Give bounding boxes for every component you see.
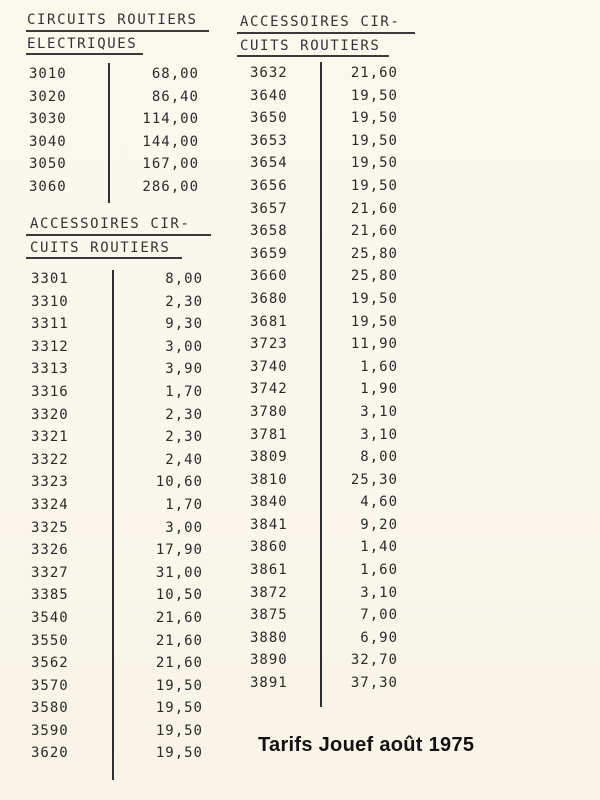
item-price: 21,60 [155,609,203,626]
table-row [250,288,398,311]
item-code: 3740 [250,358,288,375]
accessories-left-heading-line2: CUITS ROUTIERS [30,240,171,256]
item-code: 3632 [250,65,288,81]
table-row [31,720,203,743]
item-price: 19,50 [155,700,203,717]
item-price: 8,00 [360,449,398,466]
item-code: 3316 [31,383,69,400]
item-code: 3742 [250,381,288,398]
item-price: 25,80 [350,268,398,285]
table-row [31,471,203,494]
table-row [31,291,203,314]
table-row [31,358,203,381]
item-code: 3640 [250,87,288,104]
item-price: 10,60 [155,474,203,491]
item-price: 19,50 [155,745,203,762]
accessories-left-table [31,268,203,765]
item-code: 3311 [31,316,69,333]
table-row [250,536,398,559]
table-row [250,243,398,266]
item-price: 21,60 [155,655,203,672]
item-price: 1,70 [165,383,203,400]
item-price: 3,00 [165,338,203,355]
item-code: 3872 [250,584,288,601]
table-row [250,175,398,198]
item-price: 2,40 [165,451,203,468]
table-row [31,268,203,291]
item-code: 3325 [31,519,69,536]
item-code: 3891 [250,675,288,692]
heading-underline [26,234,211,236]
item-code: 3840 [250,494,288,511]
item-price: 11,90 [350,336,398,353]
item-code: 3860 [250,539,288,556]
item-code: 3580 [31,700,69,717]
item-price: 8,00 [165,271,203,287]
item-price: 1,90 [360,381,398,398]
table-row [29,131,199,154]
electric-circuits-heading-line2: ELECTRIQUES [27,36,138,52]
item-price: 21,60 [350,65,398,81]
item-price: 19,50 [350,155,398,172]
item-code: 3654 [250,155,288,172]
heading-underline [26,53,143,55]
table-row [250,265,398,288]
table-row [31,381,203,404]
item-code: 3810 [250,471,288,488]
item-price: 7,00 [360,607,398,624]
table-row [31,449,203,472]
heading-underline [237,32,415,34]
item-price: 21,60 [350,223,398,240]
item-price: 3,10 [360,426,398,443]
accessories-right-heading-line1: ACCESSOIRES CIR- [240,14,401,30]
table-row [250,604,398,627]
item-code: 3313 [31,361,69,378]
item-price: 21,60 [155,632,203,649]
accessories-right-heading [240,10,400,58]
table-row [31,675,203,698]
item-price: 19,50 [155,677,203,694]
item-price: 25,80 [350,245,398,262]
item-code: 3385 [31,587,69,604]
item-code: 3890 [250,652,288,669]
item-price: 286,00 [142,178,199,195]
item-code: 3327 [31,564,69,581]
item-code: 3681 [250,313,288,330]
table-row [250,446,398,469]
table-row [29,86,199,109]
item-price: 9,30 [165,316,203,333]
item-price: 3,10 [360,403,398,420]
item-code: 3020 [29,88,67,105]
item-price: 19,50 [350,290,398,307]
table-row [29,108,199,131]
table-row [31,517,203,540]
table-row [29,153,199,176]
table-row [31,652,203,675]
table-row [250,649,398,672]
table-row [250,85,398,108]
table-row [31,630,203,653]
item-price: 37,30 [350,675,398,692]
table-row [250,627,398,650]
item-price: 68,00 [151,66,199,82]
item-code: 3650 [250,110,288,127]
item-price: 1,60 [360,358,398,375]
item-price: 167,00 [142,156,199,173]
item-code: 3841 [250,516,288,533]
item-price: 25,30 [350,471,398,488]
item-code: 3326 [31,542,69,559]
accessories-left-heading [30,212,190,260]
item-code: 3320 [31,406,69,423]
item-code: 3653 [250,132,288,149]
item-code: 3050 [29,156,67,173]
item-price: 9,20 [360,516,398,533]
item-price: 6,90 [360,629,398,646]
item-code: 3781 [250,426,288,443]
table-row [31,494,203,517]
item-price: 19,50 [350,177,398,194]
item-price: 19,50 [350,132,398,149]
item-code: 3659 [250,245,288,262]
table-row [250,401,398,424]
item-price: 1,60 [360,562,398,579]
heading-underline [26,30,209,32]
item-price: 31,00 [155,564,203,581]
item-price: 19,50 [350,87,398,104]
item-code: 3323 [31,474,69,491]
table-row [250,469,398,492]
table-row [31,426,203,449]
table-row [250,333,398,356]
item-price: 21,60 [350,200,398,217]
table-row [31,404,203,427]
item-code: 3562 [31,655,69,672]
table-row [250,491,398,514]
table-row [250,582,398,605]
heading-underline [237,55,389,57]
item-code: 3590 [31,722,69,739]
item-code: 3780 [250,403,288,420]
electric-circuits-heading [27,8,198,56]
item-price: 19,50 [155,722,203,739]
item-price: 1,70 [165,496,203,513]
table-row [29,63,199,86]
heading-underline [26,257,182,259]
table-row [31,336,203,359]
table-row [31,607,203,630]
item-code: 3880 [250,629,288,646]
table-row [250,107,398,130]
item-price: 19,50 [350,313,398,330]
item-code: 3040 [29,133,67,150]
item-code: 3657 [250,200,288,217]
item-price: 3,00 [165,519,203,536]
table-row [31,742,203,765]
item-price: 144,00 [142,133,199,150]
table-row [250,356,398,379]
table-row [31,313,203,336]
item-code: 3809 [250,449,288,466]
item-code: 3656 [250,177,288,194]
item-price: 3,10 [360,584,398,601]
electric-circuits-heading-line1: CIRCUITS ROUTIERS [27,12,198,28]
table-row [250,130,398,153]
item-price: 4,60 [360,494,398,511]
item-code: 3321 [31,429,69,446]
item-code: 3030 [29,111,67,128]
item-price: 17,90 [155,542,203,559]
table-row [250,424,398,447]
item-price: 19,50 [350,110,398,127]
table-row [31,697,203,720]
item-code: 3310 [31,293,69,310]
item-price: 2,30 [165,406,203,423]
item-code: 3680 [250,290,288,307]
accessories-left-heading-line1: ACCESSOIRES CIR- [30,216,191,232]
accessories-right-heading-line2: CUITS ROUTIERS [240,38,381,54]
item-code: 3312 [31,338,69,355]
table-row [250,198,398,221]
item-code: 3620 [31,745,69,762]
item-code: 3540 [31,609,69,626]
table-row [250,378,398,401]
table-row [31,562,203,585]
table-row [250,311,398,334]
table-row [250,220,398,243]
item-price: 10,50 [155,587,203,604]
table-row [250,559,398,582]
item-price: 114,00 [142,111,199,128]
table-row [31,539,203,562]
table-row [29,176,199,199]
item-code: 3570 [31,677,69,694]
table-row [250,152,398,175]
item-code: 3324 [31,496,69,513]
item-price: 32,70 [350,652,398,669]
item-code: 3660 [250,268,288,285]
table-row [250,672,398,695]
item-code: 3060 [29,178,67,195]
item-code: 3301 [31,271,69,287]
electric-circuits-table [29,63,199,199]
item-price: 3,90 [165,361,203,378]
item-price: 2,30 [165,293,203,310]
item-price: 86,40 [151,88,199,105]
table-row [250,62,398,85]
item-code: 3861 [250,562,288,579]
document-caption: Tarifs Jouef août 1975 [258,734,475,756]
table-row [250,514,398,537]
item-code: 3658 [250,223,288,240]
item-code: 3550 [31,632,69,649]
accessories-right-table [250,62,398,695]
item-price: 2,30 [165,429,203,446]
item-price: 1,40 [360,539,398,556]
item-code: 3723 [250,336,288,353]
item-code: 3875 [250,607,288,624]
item-code: 3322 [31,451,69,468]
item-code: 3010 [29,66,67,82]
table-row [31,584,203,607]
